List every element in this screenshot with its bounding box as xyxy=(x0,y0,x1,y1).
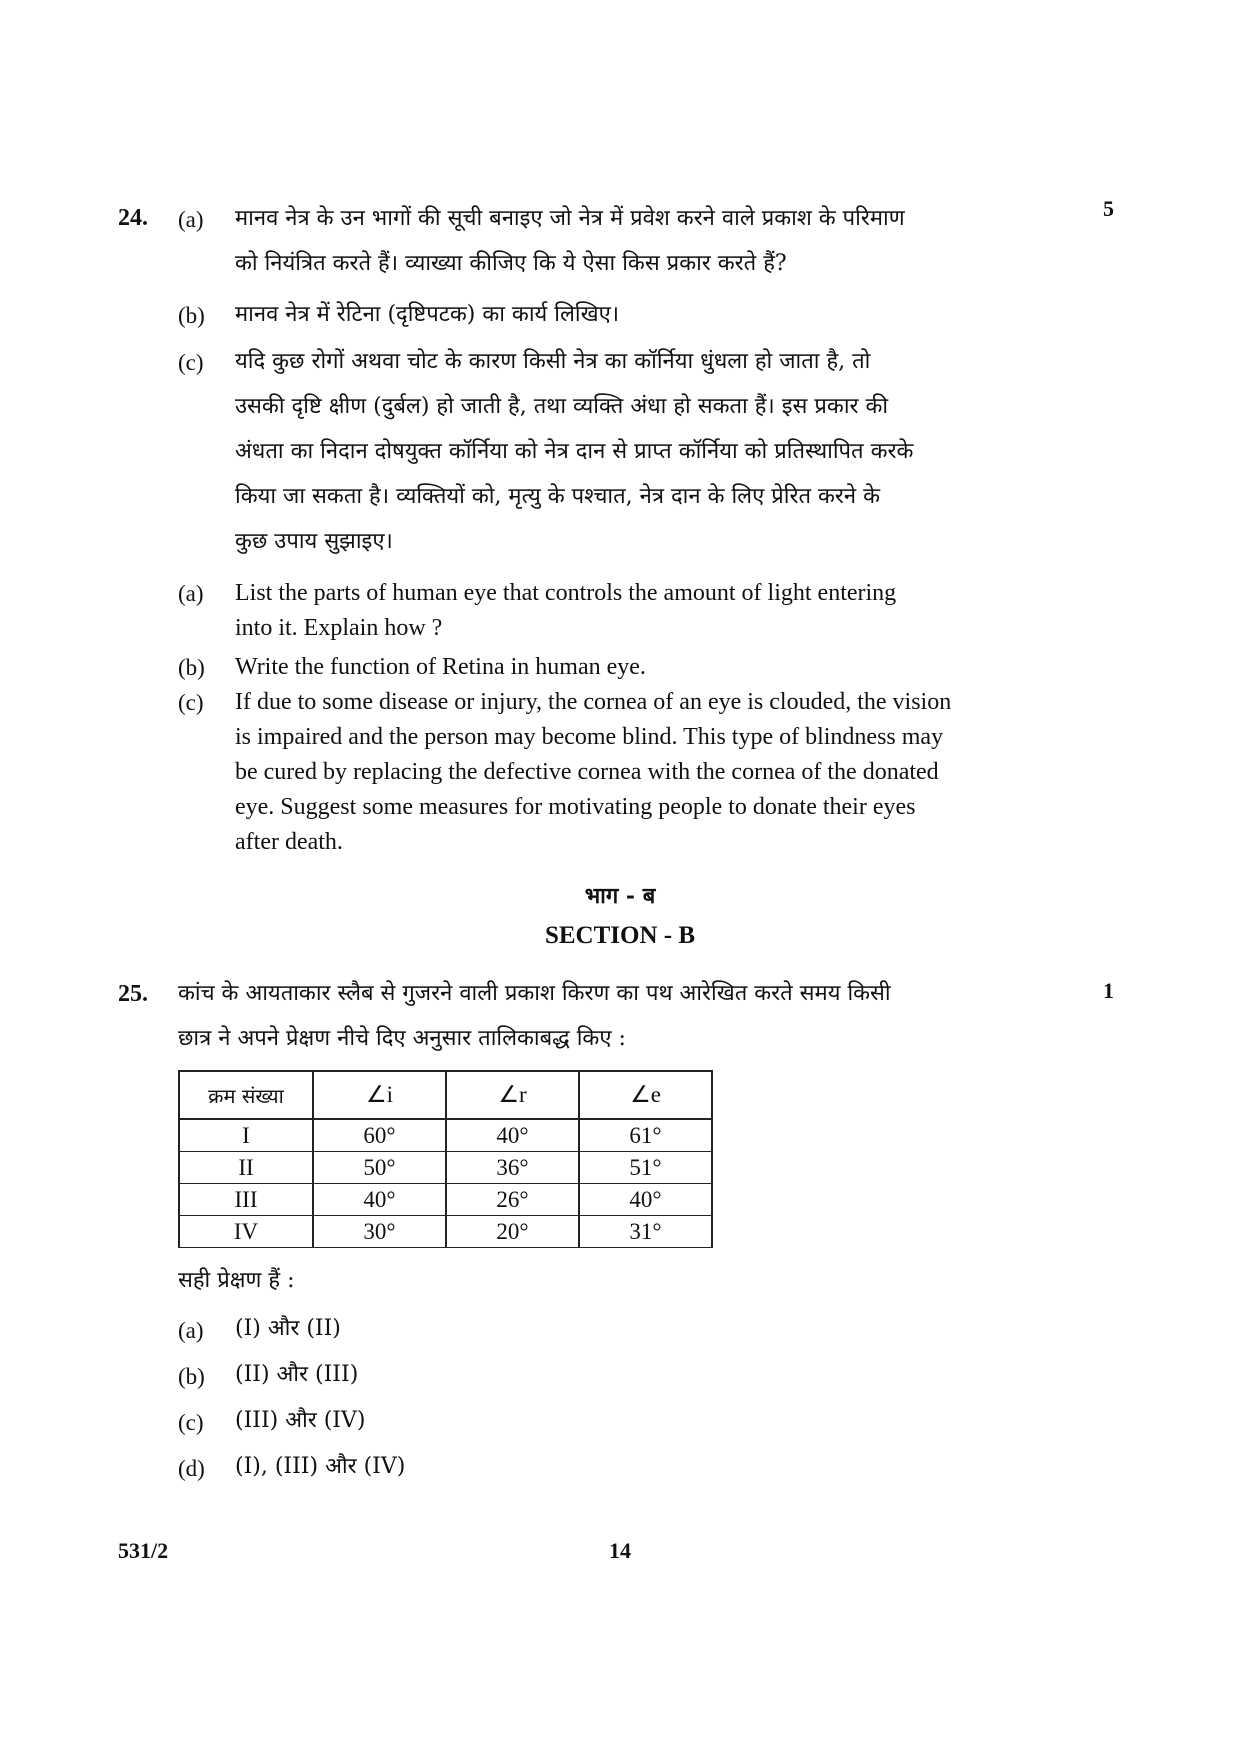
table-cell: 31° xyxy=(579,1216,712,1248)
table-cell: 40° xyxy=(313,1184,446,1216)
text-line: कांच के आयताकार स्लैब से गुजरने वाली प्रकाश किरण का पथ आरेखित करते समय किसी xyxy=(178,981,891,1006)
table-cell: 50° xyxy=(313,1152,446,1184)
table-cell: 36° xyxy=(446,1152,579,1184)
table-cell: 40° xyxy=(446,1119,579,1152)
text-line: मानव नेत्र में रेटिना (दृष्टिपटक) का कार्य लिखिए। xyxy=(235,302,620,327)
table-cell: 30° xyxy=(313,1216,446,1248)
table-header: क्रम संख्या xyxy=(179,1071,313,1119)
table-row xyxy=(179,1216,712,1248)
table-cell: 40° xyxy=(579,1184,712,1216)
table-row xyxy=(179,1119,712,1152)
table-cell: II xyxy=(179,1152,313,1184)
question-text-english xyxy=(235,650,646,685)
text-line: यदि कुछ रोगों अथवा चोट के कारण किसी नेत्र का कॉर्निया धुंधला हो जाता है, तो xyxy=(235,349,871,374)
table-cell: I xyxy=(179,1119,313,1152)
option-label: (b) xyxy=(178,1364,205,1389)
text-line: after death. xyxy=(235,829,343,855)
text-line: into it. Explain how ? xyxy=(235,615,443,641)
text-line: If due to some disease or injury, the cornea of an eye is clouded, the vision xyxy=(235,689,952,715)
option-label: (c) xyxy=(178,1410,204,1435)
table-header: ∠i xyxy=(313,1071,446,1119)
text-line: is impaired and the person may become blind. This type of blindness may xyxy=(235,724,944,750)
table-cell: 60° xyxy=(313,1119,446,1152)
option-label: (d) xyxy=(178,1456,205,1481)
question-text-hindi xyxy=(178,971,891,1061)
text-line: Write the function of Retina in human eye. xyxy=(235,654,646,680)
table-cell: 51° xyxy=(579,1152,712,1184)
option-text: (II) और (III) xyxy=(235,1362,359,1387)
table-cell: 61° xyxy=(579,1119,712,1152)
question-text-hindi xyxy=(235,292,619,337)
text-line: List the parts of human eye that controls the amount of light entering xyxy=(235,580,897,606)
part-label: (c) xyxy=(178,690,204,715)
text-line: कुछ उपाय सुझाइए। xyxy=(235,529,393,554)
text-line: मानव नेत्र के उन भागों की सूची बनाइए जो नेत्र में प्रवेश करने वाले प्रकाश के परिमाण xyxy=(235,206,905,231)
question-text-english xyxy=(235,576,896,646)
question-number: 25. xyxy=(118,981,148,1007)
page-number: 14 xyxy=(609,1538,631,1563)
observation-table xyxy=(178,1070,713,1248)
part-label: (b) xyxy=(178,655,205,680)
question-marks: 1 xyxy=(1103,978,1114,1003)
question-number: 24. xyxy=(118,205,148,231)
answer-prompt: सही प्रेक्षण हैं : xyxy=(178,1268,295,1293)
section-heading-hindi: भाग - ब xyxy=(584,883,656,909)
text-line: eye. Suggest some measures for motivating people to donate their eyes xyxy=(235,794,916,820)
part-label: (a) xyxy=(178,207,204,232)
option-text: (III) और (IV) xyxy=(235,1408,366,1433)
text-line: be cured by replacing the defective cornea with the cornea of the donated xyxy=(235,759,939,785)
text-line: छात्र ने अपने प्रेक्षण नीचे दिए अनुसार तालिकाबद्ध किए : xyxy=(178,1026,626,1051)
table-cell: 26° xyxy=(446,1184,579,1216)
observation-table-wrapper xyxy=(178,1070,713,1248)
part-label: (b) xyxy=(178,303,205,328)
table-cell: III xyxy=(179,1184,313,1216)
table-header: ∠r xyxy=(446,1071,579,1119)
option-text: (I) और (II) xyxy=(235,1316,341,1341)
paper-code: 531/2 xyxy=(118,1538,169,1563)
table-header-row xyxy=(179,1071,712,1119)
question-text-hindi xyxy=(235,339,913,564)
question-text-english xyxy=(235,685,951,860)
table-cell: IV xyxy=(179,1216,313,1248)
table-cell: 20° xyxy=(446,1216,579,1248)
text-line: अंधता का निदान दोषयुक्त कॉर्निया को नेत्र दान से प्राप्त कॉर्निया को प्रतिस्थापित करके xyxy=(235,439,914,464)
option-label: (a) xyxy=(178,1318,204,1343)
part-label: (a) xyxy=(178,581,204,606)
table-row xyxy=(179,1152,712,1184)
text-line: उसकी दृष्टि क्षीण (दुर्बल) हो जाती है, तथा व्यक्ति अंधा हो सकता हैं। इस प्रकार की xyxy=(235,394,889,419)
option-text: (I), (III) और (IV) xyxy=(235,1454,406,1479)
part-label: (c) xyxy=(178,350,204,375)
question-text-hindi xyxy=(235,196,905,286)
table-row xyxy=(179,1184,712,1216)
section-heading-english: SECTION - B xyxy=(544,922,696,949)
text-line: को नियंत्रित करते हैं। व्याख्या कीजिए कि ये ऐसा किस प्रकार करते हैं? xyxy=(235,251,787,276)
table-header: ∠e xyxy=(579,1071,712,1119)
text-line: किया जा सकता है। व्यक्तियों को, मृत्यु के पश्चात, नेत्र दान के लिए प्रेरित करने के xyxy=(235,484,880,509)
question-marks: 5 xyxy=(1103,196,1114,221)
